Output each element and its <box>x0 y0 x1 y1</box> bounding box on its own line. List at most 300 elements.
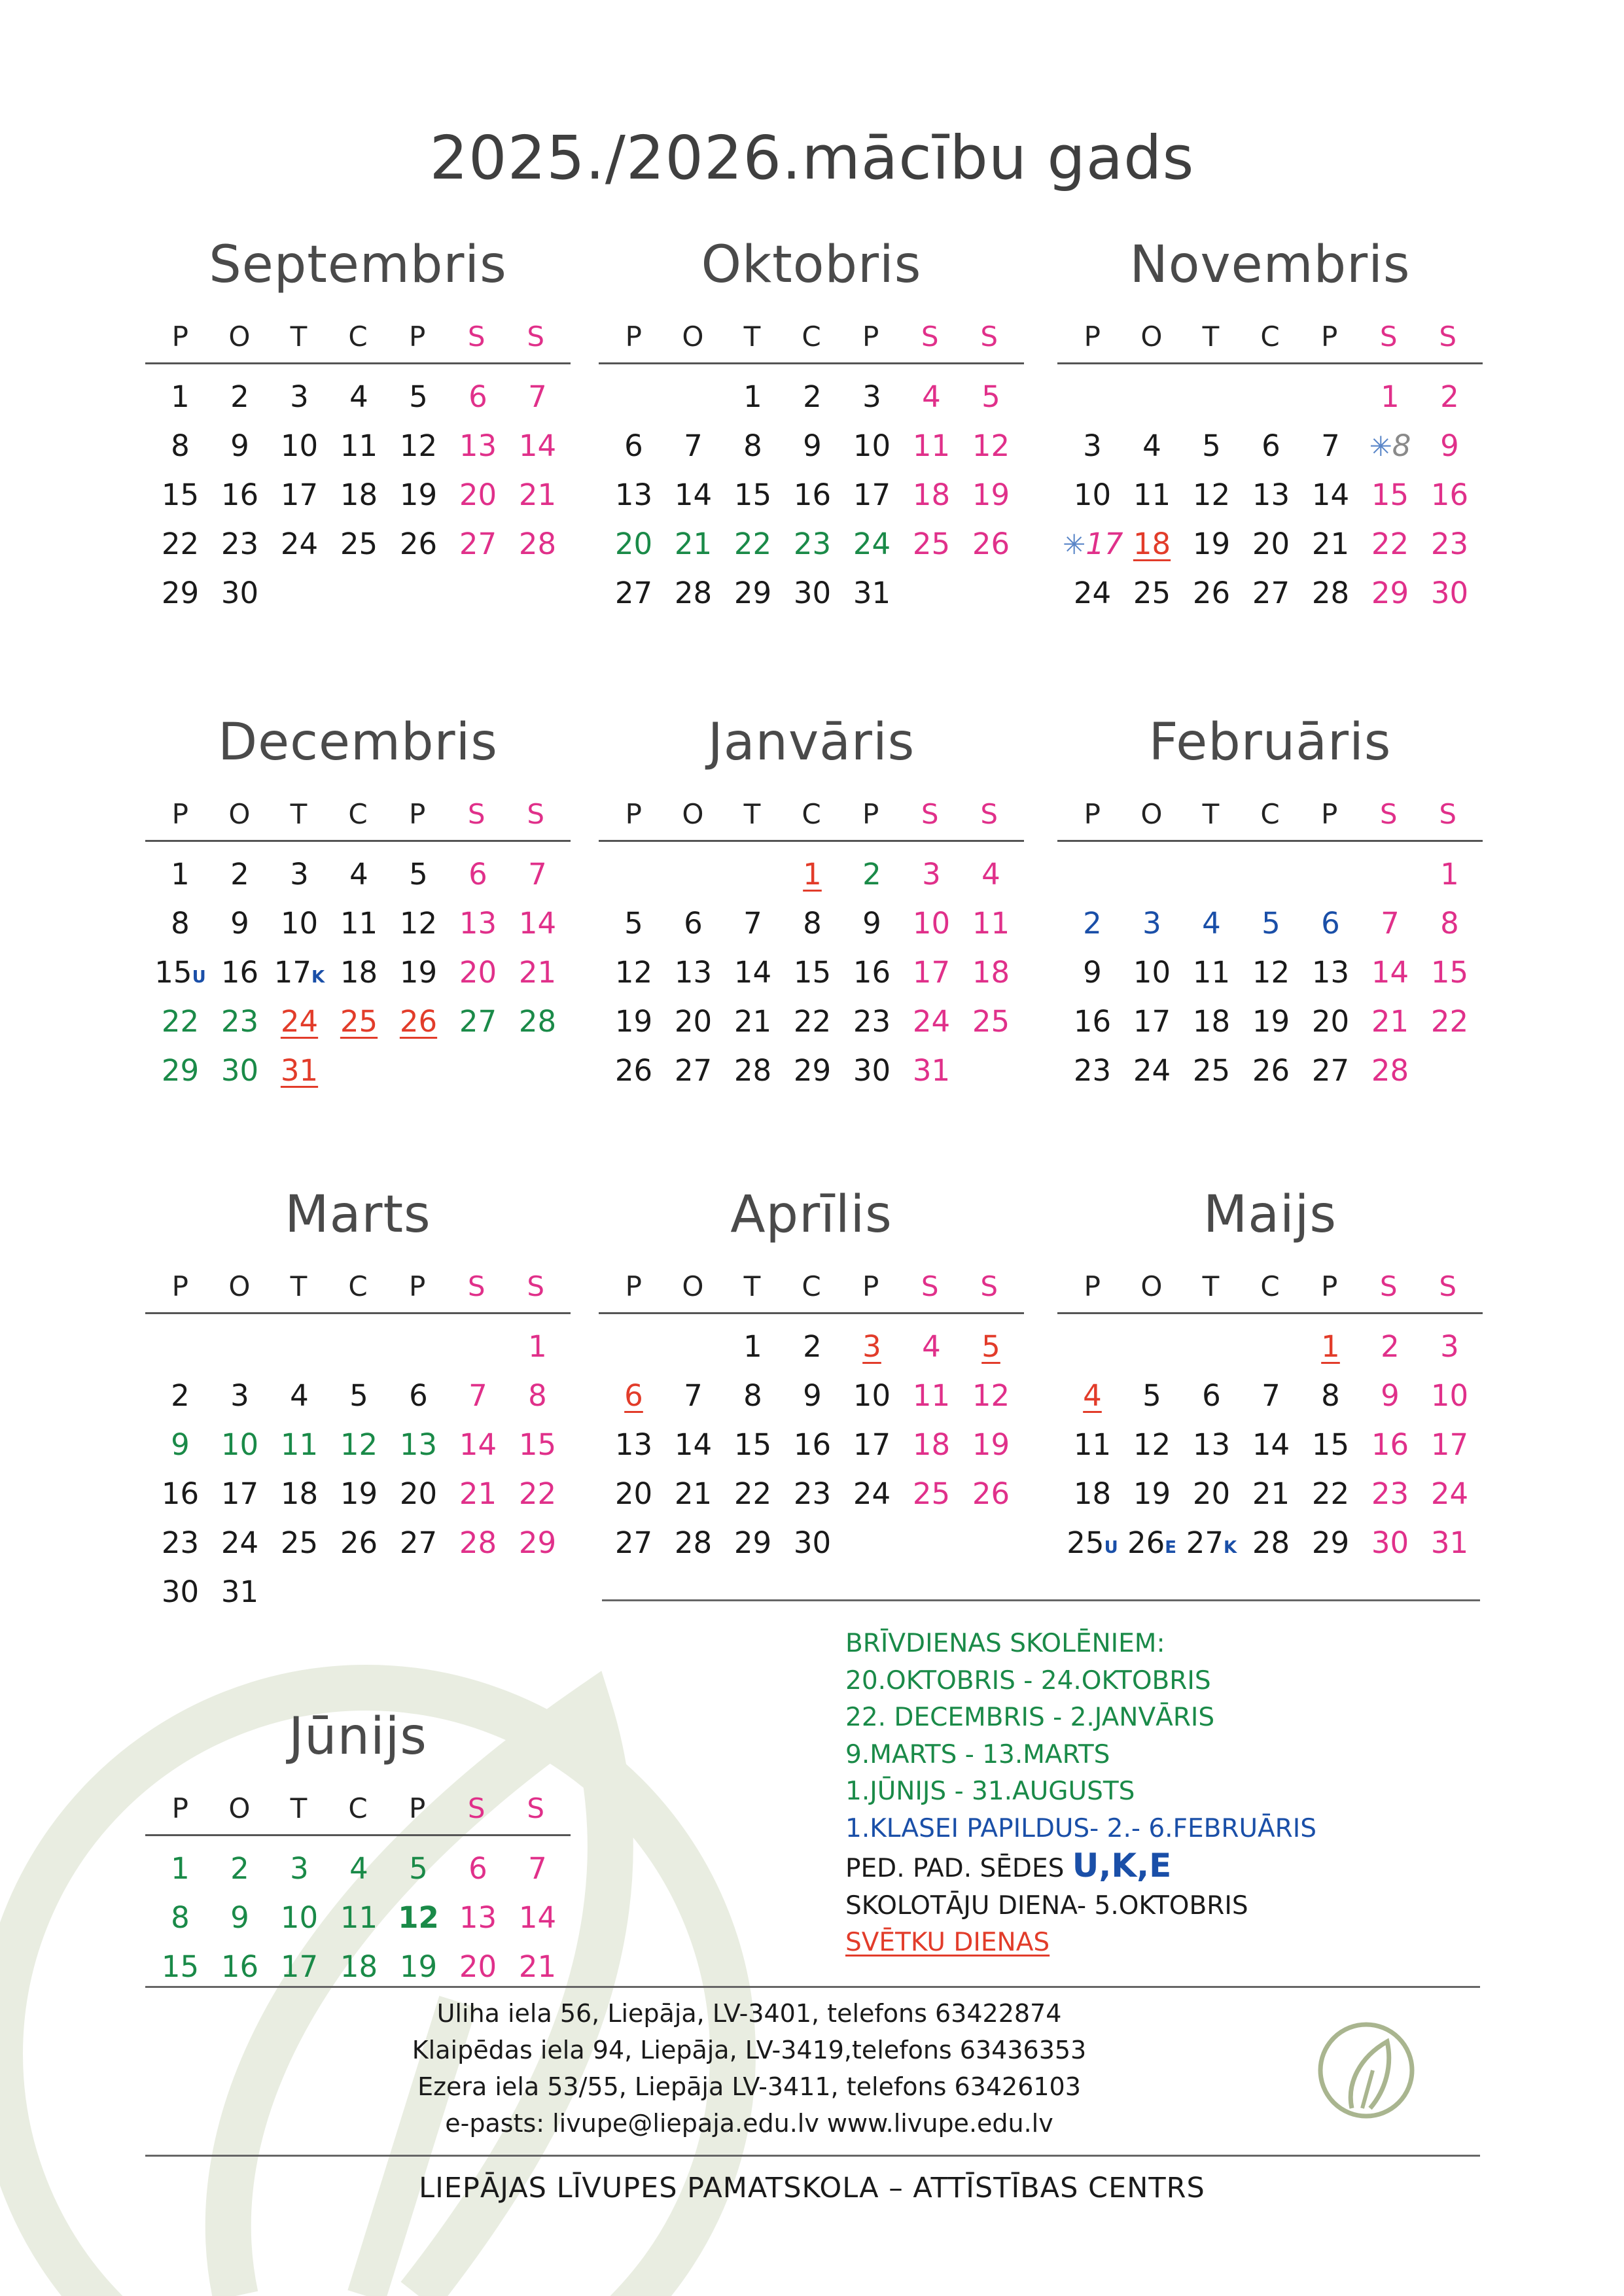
day-cell <box>604 1518 663 1567</box>
day-cell <box>150 1942 210 1991</box>
day-cell <box>270 519 329 568</box>
day-cell <box>210 1469 270 1518</box>
month-june <box>145 1701 571 1991</box>
month-name: Februāris <box>1148 713 1392 772</box>
day-cell <box>508 1942 567 1991</box>
day-cell <box>961 519 1021 568</box>
meeting-code: U <box>192 967 206 987</box>
day-cell <box>448 899 508 948</box>
day-number: 27 <box>1186 1525 1224 1560</box>
day-number: 23 <box>793 1476 832 1511</box>
month-march <box>145 1179 571 1616</box>
day-number: 18 <box>912 478 951 512</box>
weekday-label: S <box>467 1270 485 1302</box>
day-cell <box>1241 948 1301 997</box>
day-cell <box>1360 948 1420 997</box>
day-cell <box>150 568 210 617</box>
day-number: 19 <box>399 478 438 512</box>
day-number: 30 <box>853 1053 891 1088</box>
day-number: 6 <box>1262 428 1280 463</box>
day-cell <box>723 519 783 568</box>
day-cell <box>508 519 567 568</box>
day-number: 15 <box>1311 1427 1350 1462</box>
day-cell <box>508 948 567 997</box>
day-number: 10 <box>1133 955 1171 990</box>
weekday-label: S <box>527 797 545 830</box>
contact-address-3: Ezera iela 53/55, Liepāja LV-3411, telefons 63426103 <box>417 2072 1081 2101</box>
day-number: 5 <box>624 906 643 941</box>
day-number: 2 <box>862 857 881 892</box>
day-number: 24 <box>1133 1053 1171 1088</box>
day-cell <box>1301 1322 1360 1371</box>
day-cell <box>1122 470 1182 519</box>
day-number: 18 <box>972 955 1010 990</box>
day-cell <box>1420 421 1479 470</box>
day-cell <box>270 1893 329 1942</box>
day-cell <box>842 470 902 519</box>
weekday-header <box>145 1269 571 1303</box>
day-number: 15 <box>733 1427 772 1462</box>
day-cell <box>210 1322 270 1371</box>
weekday-header <box>145 797 571 831</box>
day-cell <box>723 997 783 1046</box>
day-cell <box>508 470 567 519</box>
day-cell <box>961 850 1021 899</box>
day-number: 22 <box>161 1004 200 1039</box>
day-number: 13 <box>1192 1427 1231 1462</box>
day-number: 21 <box>1371 1004 1409 1039</box>
day-number: 13 <box>459 1900 497 1935</box>
day-cell <box>210 948 270 997</box>
day-number: 13 <box>614 1427 653 1462</box>
day-cell <box>508 1371 567 1420</box>
day-number: 9 <box>862 906 881 941</box>
day-number: 30 <box>1371 1525 1409 1560</box>
day-number: 30 <box>221 1053 259 1088</box>
day-cell <box>329 1322 389 1371</box>
day-cell <box>1301 568 1360 617</box>
day-cell <box>389 519 448 568</box>
day-cell <box>902 421 961 470</box>
day-cell <box>329 850 389 899</box>
day-number: 13 <box>459 906 497 941</box>
weekday-label: C <box>1260 320 1280 353</box>
day-number: 12 <box>972 1378 1010 1413</box>
day-number: 10 <box>221 1427 259 1462</box>
day-cell <box>210 1046 270 1095</box>
month-name: Decembris <box>218 713 498 772</box>
day-cell <box>842 948 902 997</box>
legend-holidays-title: BRĪVDIENAS SKOLĒNIEM: <box>845 1629 1165 1658</box>
day-cell <box>842 1371 902 1420</box>
day-cell <box>1182 519 1241 568</box>
day-number: 24 <box>280 527 319 561</box>
day-cell <box>1063 899 1122 948</box>
day-cell <box>1420 1322 1479 1371</box>
day-number: 5 <box>981 1329 1000 1364</box>
day-number: 28 <box>674 1525 713 1560</box>
day-number: 12 <box>614 955 653 990</box>
day-number: 1 <box>743 379 762 414</box>
day-number: 19 <box>614 1004 653 1039</box>
weekday-header <box>1057 797 1483 831</box>
day-number: 26 <box>972 527 1010 561</box>
weekday-divider <box>145 362 571 364</box>
day-cell <box>210 372 270 421</box>
day-cell <box>902 850 961 899</box>
day-cell <box>604 850 663 899</box>
day-cell <box>1301 1469 1360 1518</box>
weekday-label: P <box>171 1792 188 1824</box>
day-number: 3 <box>1142 906 1161 941</box>
day-cell <box>1301 372 1360 421</box>
day-number: 19 <box>972 478 1010 512</box>
weekday-label: C <box>1260 797 1280 830</box>
day-number: 15 <box>154 955 192 990</box>
day-cell <box>723 1469 783 1518</box>
day-number: 16 <box>793 478 832 512</box>
asterisk-icon: ✳ <box>1063 529 1086 561</box>
day-cell <box>663 421 723 470</box>
day-cell <box>448 997 508 1046</box>
day-number: 23 <box>853 1004 891 1039</box>
day-number: 23 <box>1371 1476 1409 1511</box>
day-cell <box>1063 1371 1122 1420</box>
day-cell <box>1122 1046 1182 1095</box>
day-number: 24 <box>280 1004 319 1039</box>
day-number: 4 <box>349 857 368 892</box>
day-number: 2 <box>230 857 249 892</box>
day-number: 25 <box>280 1525 319 1560</box>
day-cell <box>270 850 329 899</box>
day-cell <box>150 421 210 470</box>
month-november <box>1057 229 1483 617</box>
day-cell <box>1360 997 1420 1046</box>
month-name: Novembris <box>1129 235 1411 294</box>
month-september <box>145 229 571 617</box>
day-number: 26 <box>1192 576 1231 610</box>
day-cell <box>902 997 961 1046</box>
day-number: 30 <box>1430 576 1469 610</box>
day-number: 26 <box>399 1004 438 1039</box>
day-number: 30 <box>161 1574 200 1609</box>
day-cell <box>1182 899 1241 948</box>
weekday-label: P <box>408 320 426 353</box>
day-cell <box>1420 372 1479 421</box>
day-cell <box>270 1844 329 1893</box>
day-cell <box>150 1469 210 1518</box>
day-number: 8 <box>1392 428 1411 463</box>
day-number: 27 <box>459 1004 497 1039</box>
day-cell <box>1241 1420 1301 1469</box>
day-cell <box>210 1893 270 1942</box>
day-cell <box>1360 899 1420 948</box>
day-number: 29 <box>733 1525 772 1560</box>
day-grid <box>145 1322 571 1616</box>
day-number: 5 <box>1262 906 1280 941</box>
day-cell <box>604 372 663 421</box>
day-number: 24 <box>1430 1476 1469 1511</box>
day-cell <box>150 1046 210 1095</box>
day-cell <box>1360 850 1420 899</box>
day-cell <box>1122 519 1182 568</box>
day-number: 16 <box>221 1949 259 1984</box>
day-number: 4 <box>1083 1378 1102 1413</box>
day-number: 8 <box>171 1900 190 1935</box>
day-grid <box>145 372 571 617</box>
day-number: 23 <box>793 527 832 561</box>
day-number: 20 <box>614 527 653 561</box>
day-number: 12 <box>399 906 438 941</box>
day-cell <box>1182 1420 1241 1469</box>
day-number: 2 <box>1083 906 1102 941</box>
legend-first-grade-break: 1.KLASEI PAPILDUS- 2.- 6.FEBRUĀRIS <box>845 1813 1317 1843</box>
day-number: 9 <box>230 906 249 941</box>
day-cell <box>329 1844 389 1893</box>
month-december <box>145 706 571 1095</box>
day-number: 11 <box>340 428 378 463</box>
weekday-label: S <box>527 1270 545 1302</box>
day-cell <box>1063 1420 1122 1469</box>
day-cell <box>961 1420 1021 1469</box>
legend-meetings-codes: U,K,E <box>1072 1847 1172 1885</box>
day-cell <box>210 470 270 519</box>
day-number: 17 <box>280 1949 319 1984</box>
day-cell <box>389 1469 448 1518</box>
day-cell <box>1122 568 1182 617</box>
day-number: 14 <box>733 955 772 990</box>
day-number: 31 <box>221 1574 259 1609</box>
day-number: 19 <box>1133 1476 1171 1511</box>
day-number: 20 <box>1311 1004 1350 1039</box>
day-number: 8 <box>803 906 822 941</box>
day-cell <box>1182 470 1241 519</box>
day-number: 3 <box>922 857 941 892</box>
day-cell <box>150 1567 210 1616</box>
day-cell <box>961 899 1021 948</box>
day-number: 3 <box>290 857 309 892</box>
day-number: 4 <box>981 857 1000 892</box>
day-number: 19 <box>1252 1004 1290 1039</box>
day-number: 13 <box>399 1427 438 1462</box>
day-number: 27 <box>459 527 497 561</box>
month-january <box>599 706 1024 1095</box>
weekday-label: S <box>467 1792 485 1824</box>
day-number: 19 <box>972 1427 1010 1462</box>
day-number: 17 <box>1133 1004 1171 1039</box>
day-number: 28 <box>733 1053 772 1088</box>
month-name: Aprīlis <box>730 1185 892 1244</box>
day-grid <box>599 850 1024 1095</box>
day-number: 6 <box>468 379 487 414</box>
day-number: 6 <box>1202 1378 1221 1413</box>
day-cell <box>389 1420 448 1469</box>
weekday-label: T <box>290 1270 308 1302</box>
day-cell <box>961 1322 1021 1371</box>
day-number: 19 <box>340 1476 378 1511</box>
day-cell <box>1063 470 1122 519</box>
day-cell <box>902 1046 961 1095</box>
legend-autumn-break: 20.OKTOBRIS - 24.OKTOBRIS <box>845 1665 1211 1696</box>
day-number: 20 <box>459 478 497 512</box>
day-number: 14 <box>518 906 557 941</box>
day-cell <box>1420 1469 1479 1518</box>
weekday-label: T <box>743 797 761 830</box>
day-number: 7 <box>684 1378 703 1413</box>
day-cell <box>902 1371 961 1420</box>
day-cell <box>270 470 329 519</box>
day-number: 28 <box>518 1004 557 1039</box>
day-cell <box>663 997 723 1046</box>
weekday-label: O <box>682 1270 704 1302</box>
day-cell <box>150 1844 210 1893</box>
weekday-label: P <box>171 797 188 830</box>
day-number: 11 <box>912 428 951 463</box>
footer-school-name: LIEPĀJAS LĪVUPES PAMATSKOLA – ATTĪSTĪBAS CENTRS <box>419 2172 1205 2204</box>
day-number: 7 <box>1321 428 1340 463</box>
day-cell <box>663 850 723 899</box>
day-cell <box>783 1518 842 1567</box>
day-cell <box>270 1322 329 1371</box>
day-cell <box>1360 519 1420 568</box>
day-cell <box>448 1322 508 1371</box>
legend-summer-break: 1.JŪNIJS - 31.AUGUSTS <box>845 1777 1135 1806</box>
day-cell <box>663 948 723 997</box>
day-number: 15 <box>518 1427 557 1462</box>
weekday-label: T <box>290 1792 308 1824</box>
day-cell <box>783 470 842 519</box>
day-number: 21 <box>518 955 557 990</box>
day-number: 11 <box>1133 478 1171 512</box>
day-cell <box>150 470 210 519</box>
day-cell <box>508 997 567 1046</box>
day-cell <box>1063 948 1122 997</box>
day-cell <box>1122 1518 1182 1567</box>
weekday-label: C <box>348 1792 368 1824</box>
day-cell <box>663 899 723 948</box>
day-number: 1 <box>171 379 190 414</box>
day-cell <box>1182 1046 1241 1095</box>
day-cell <box>723 850 783 899</box>
day-number: 20 <box>459 1949 497 1984</box>
day-cell <box>1301 519 1360 568</box>
day-cell <box>1063 372 1122 421</box>
day-number: 17 <box>221 1476 259 1511</box>
day-cell <box>210 1371 270 1420</box>
day-cell <box>1122 1420 1182 1469</box>
day-number: 3 <box>1083 428 1102 463</box>
day-number: 21 <box>1252 1476 1290 1511</box>
day-number: 10 <box>853 428 891 463</box>
day-number: 16 <box>1371 1427 1409 1462</box>
day-number: 7 <box>528 1851 547 1886</box>
page-title: 2025./2026.mācību gads <box>429 123 1195 193</box>
day-cell <box>1182 568 1241 617</box>
day-number: 11 <box>912 1378 951 1413</box>
day-cell <box>1241 421 1301 470</box>
day-cell <box>1063 1518 1122 1567</box>
day-number: 27 <box>614 576 653 610</box>
day-number: 7 <box>468 1378 487 1413</box>
weekday-label: C <box>802 797 821 830</box>
day-number: 21 <box>733 1004 772 1039</box>
day-cell <box>389 997 448 1046</box>
day-cell <box>1182 1518 1241 1567</box>
day-number: 28 <box>459 1525 497 1560</box>
day-cell <box>150 1420 210 1469</box>
day-cell <box>448 948 508 997</box>
day-number: 21 <box>674 527 713 561</box>
day-number: 3 <box>290 379 309 414</box>
day-cell <box>270 899 329 948</box>
day-cell <box>448 1518 508 1567</box>
day-cell <box>1360 1322 1420 1371</box>
weekday-divider <box>1057 1312 1483 1314</box>
day-number: 22 <box>1430 1004 1469 1039</box>
day-cell <box>842 899 902 948</box>
day-number: 17 <box>853 478 891 512</box>
weekday-label: S <box>467 797 485 830</box>
day-number: 12 <box>1192 478 1231 512</box>
day-cell <box>150 1893 210 1942</box>
day-cell <box>150 997 210 1046</box>
day-cell <box>604 421 663 470</box>
legend-teachers-day: SKOLOTĀJU DIENA- 5.OKTOBRIS <box>845 1890 1248 1921</box>
day-cell <box>1420 568 1479 617</box>
weekday-divider <box>1057 840 1483 842</box>
day-number: 18 <box>340 1949 378 1984</box>
day-number: 16 <box>161 1476 200 1511</box>
day-number: 26 <box>972 1476 1010 1511</box>
day-cell <box>270 1942 329 1991</box>
day-number: 16 <box>1430 478 1469 512</box>
day-cell <box>663 1518 723 1567</box>
day-cell <box>604 1469 663 1518</box>
day-number: 31 <box>853 576 891 610</box>
weekday-label: C <box>802 1270 821 1302</box>
day-cell <box>723 899 783 948</box>
day-number: 10 <box>1430 1378 1469 1413</box>
day-number: 17 <box>274 955 312 990</box>
day-number: 4 <box>349 1851 368 1886</box>
day-cell <box>1122 1469 1182 1518</box>
day-cell <box>329 519 389 568</box>
day-number: 14 <box>518 1900 557 1935</box>
day-number: 4 <box>922 379 941 414</box>
day-cell <box>210 850 270 899</box>
weekday-label: P <box>1084 797 1101 830</box>
day-cell <box>150 1371 210 1420</box>
day-cell <box>783 1046 842 1095</box>
weekday-label: P <box>408 797 426 830</box>
day-cell <box>723 470 783 519</box>
day-cell <box>604 568 663 617</box>
day-number: 21 <box>459 1476 497 1511</box>
day-number: 1 <box>1381 379 1400 414</box>
day-cell <box>210 899 270 948</box>
day-number: 15 <box>1430 955 1469 990</box>
weekday-label: S <box>467 320 485 353</box>
day-cell <box>1301 470 1360 519</box>
day-number: 22 <box>161 527 200 561</box>
day-number: 19 <box>1192 527 1231 561</box>
day-cell <box>723 1371 783 1420</box>
day-cell <box>210 421 270 470</box>
day-number: 27 <box>399 1525 438 1560</box>
day-number: 17 <box>853 1427 891 1462</box>
day-number: 9 <box>171 1427 190 1462</box>
weekday-label: C <box>1260 1270 1280 1302</box>
